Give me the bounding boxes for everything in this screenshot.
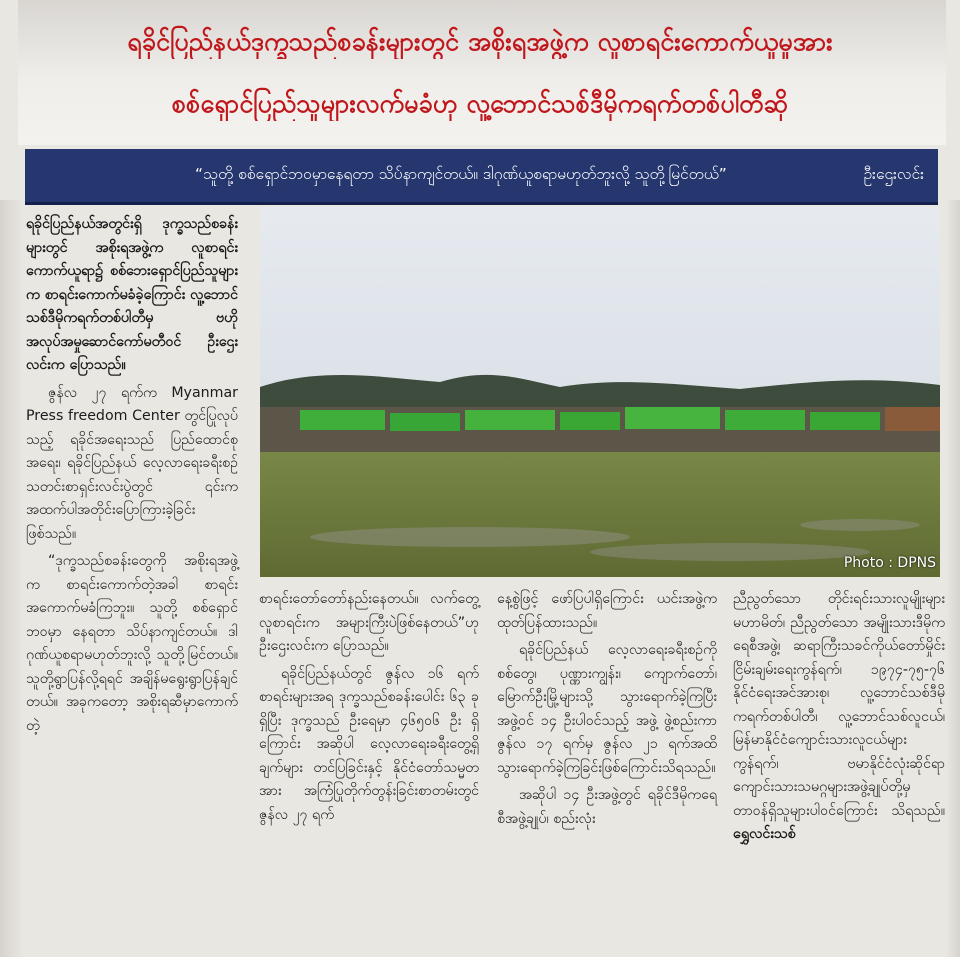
pull-quote: “သူတို့ စစ်ရှောင်ဘဝမှာနေရတာ သိပ်နာကျင်တယ်။ ဒါဂုဏ်ယူစရာမဟုတ်ဘူးလို့ သူတို့မြင်တယ်”: [195, 165, 727, 183]
article-paragraph-8: [733, 588, 945, 847]
headline-line-1: ရခိုင်ပြည်နယ်ဒုက္ခသည်စခန်းများတွင် အစိုးရအဖွဲ့က လူစာရင်းကောက်ယူမှုအား: [127, 27, 833, 56]
article-paragraph-5: နေ့စွဲဖြင့် ဖော်ပြပါရှိကြောင်း ယင်းအဖွဲ့က ထုတ်ပြန်ထားသည်။: [497, 591, 717, 631]
article-author: ရွှေလင်းသစ်: [733, 826, 796, 842]
photo-credit: Photo : DPNS: [843, 555, 936, 571]
article-column-1: [26, 213, 238, 742]
camp-photo-illustration: [260, 207, 940, 577]
article-paragraph-8-text: ညီညွတ်သော တိုင်းရင်းသားလူမျိုးများမဟာမိတ်၊ ညီညွတ်သော အမျိုးသားဒီမိုကရေစီအဖွဲ့၊ ဆရာကြီးသခင်ကိုယ်တော်မှိုင်း ငြိမ်းချမ်းရေးကွန်ရက်၊ ၁၉၇၄-၇၅-၇၆ နိုင်ငံရေးအင်အားစု၊ လူ့ဘောင်သစ်ဒီမိုကရက်တစ်ပါတီ၊ လူ့ဘောင်သစ်လူငယ်၊ မြန်မာနိုင်ငံကျောင်းသားလူငယ်များကွန်ရက်၊ ဗမာနိုင်ငံလုံးဆိုင်ရာ ကျောင်းသားသမဂ္ဂများအဖွဲ့ချုပ်တို့မှ တာဝန်ရှိသူများပါဝင်ကြောင်း သိရသည်။: [733, 591, 945, 819]
page-margin-left: [0, 200, 24, 957]
page-margin-right: [946, 200, 960, 957]
article-column-3: [497, 588, 717, 835]
article-paragraph-1: ဇွန်လ ၂၇ ရက်က Myanmar Press freedom Center တွင်ပြုလုပ်သည့် ရခိုင်အရေးသည် ပြည်ထောင်စုအရေး၊ ရခိုင်ပြည်နယ် လေ့လာရေးခရီးစဉ် သတင်းစာရှင်းလင်းပွဲတွင် ၎င်းက အထက်ပါအတိုင်းပြောကြားခဲ့ခြင်းဖြစ်သည်။: [26, 384, 238, 542]
article-paragraph-2: “ဒုက္ခသည်စခန်းတွေကို အစိုးရအဖွဲ့က စာရင်းကောက်တဲ့အခါ စာရင်းအကောက်မခံကြဘူး။ သူတို့ စစ်ရှောင်ဘဝမှာ နေရတာ သိပ်နာကျင်တယ်။ ဒါဂုဏ်ယူစရာမဟုတ်ဘူးလို့ သူတို့မြင်တယ်။ သူတို့ရွာပြန်လို့ရရင် အချိန်မရွေးရွာပြန်ချင်တယ်။ အခုကတော့ အစိုးရဆီမှာကောက်တဲ့: [26, 553, 238, 734]
quote-banner: [25, 149, 938, 205]
article-paragraph-6: ရခိုင်ပြည်နယ် လေ့လာရေးခရီးစဉ်ကို စစ်တွေ၊ ပုဏ္ဏားကျွန်း၊ ကျောက်တော်၊ မြောက်ဦးမြို့များသို့ သွားရောက်ခဲ့ကြပြီး အဖွဲ့ဝင် ၁၄ ဦးပါဝင်သည့် အဖွဲ့ ဖွဲ့စည်းကာ ဇွန်လ ၁၇ ရက်မှ ဇွန်လ ၂၁ ရက်အထိ သွားရောက်ခဲ့ကြခြင်းဖြစ်ကြောင်းသိရသည်။: [497, 642, 717, 776]
article-paragraph-7: အဆိုပါ ၁၄ ဦးအဖွဲ့တွင် ရခိုင်ဒီမိုကရေစီအဖွဲ့ချုပ်၊ စည်းလုံး: [497, 787, 717, 827]
article-column-2: [259, 588, 479, 831]
headline-band: [18, 0, 946, 145]
article-column-4: [733, 588, 945, 851]
quote-byline: ဦးဌေးလင်း: [863, 165, 924, 183]
article-paragraph-4: ရခိုင်ပြည်နယ်တွင် ဇွန်လ ၁၆ ရက်စာရင်းများအရ ဒုက္ခသည်စခန်းပေါင်း ၆၃ ခုရှိပြီး ဒုက္ခသည် ဦးရေမှာ ၄၆၅၀၆ ဦး ရှိကြောင်း အဆိုပါ လေ့လာရေးခရီးတွေ့ရှိချက်များ တင်ပြခြင်းနှင့် နိုင်ငံတော်သမ္မတအား အကြံပြုတိုက်တွန်းခြင်းစာတမ်းတွင် ဇွန်လ ၂၇ ရက်: [259, 665, 479, 823]
article-lead: ရခိုင်ပြည်နယ်အတွင်းရှိ ဒုက္ခသည်စခန်းများတွင် အစိုးရအဖွဲ့က လူစာရင်းကောက်ယူရာ၌ စစ်ဘေးရှောင်ပြည်သူများ က စာရင်းကောက်မခံခဲ့ကြောင်း လူ့ဘောင်သစ်ဒီမိုကရက်တစ်ပါတီမှ ဗဟိုအလုပ်အမှုဆောင်ကော်မတီဝင် ဦးဌေးလင်းက ပြောသည်။: [26, 216, 238, 373]
camp-photo: [260, 207, 940, 577]
article-paragraph-3: စာရင်းတော်တော်နည်းနေတယ်။ လက်တွေ့လူစာရင်းက အများကြီးပဲဖြစ်နေတယ်”ဟု ဦးဌေးလင်းက ပြောသည်။: [259, 591, 479, 654]
headline-line-2: စစ်ရှောင်ပြည်သူများလက်မခံဟု လူ့ဘောင်သစ်ဒီမိုကရက်တစ်ပါတီဆို: [171, 89, 789, 118]
